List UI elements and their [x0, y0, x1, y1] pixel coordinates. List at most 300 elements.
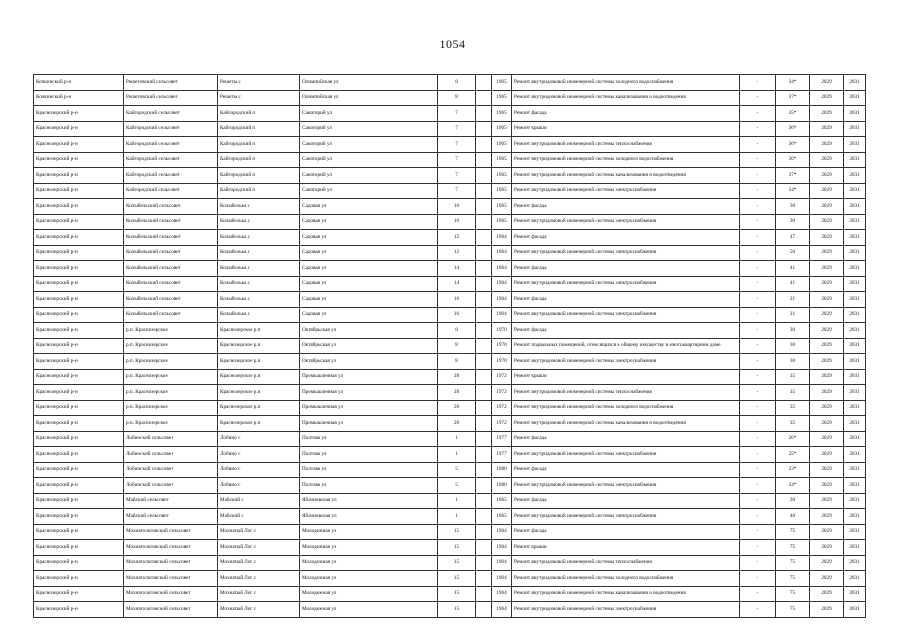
table-row [34, 416, 866, 432]
table-row [34, 307, 866, 323]
table-row [34, 431, 866, 447]
table-row [34, 447, 866, 463]
locality-cell: Решеты с [218, 75, 300, 91]
street-cell: Молодежная ул [300, 602, 438, 618]
build-year-cell: 1972 [492, 416, 512, 432]
start-year-cell: 2029 [810, 509, 844, 525]
build-year-cell: 1980 [492, 478, 512, 494]
locality-cell: Колыбелька с [218, 276, 300, 292]
work-type-cell: Ремонт внутридомовой инженерной системы электроснабжения [512, 276, 740, 292]
end-year-cell: 2031 [844, 338, 866, 354]
table-row [34, 540, 866, 556]
extra-value-cell: - [740, 183, 776, 199]
work-type-cell: Ремонт внутридомовой инженерной системы теплоснабжения [512, 555, 740, 571]
house-number-cell: 1 [438, 493, 476, 509]
district-cell: Краснозерский р-н [34, 509, 124, 525]
building-corpus-cell [476, 431, 492, 447]
street-cell: Садовая ул [300, 245, 438, 261]
table-row [34, 137, 866, 153]
building-corpus-cell [476, 447, 492, 463]
street-cell: Садовая ул [300, 214, 438, 230]
table-row [34, 571, 866, 587]
table-row [34, 323, 866, 339]
house-number-cell: 15 [438, 524, 476, 540]
building-corpus-cell [476, 586, 492, 602]
building-corpus-cell [476, 462, 492, 478]
wear-percent-cell: 30 [776, 199, 810, 215]
extra-value-cell: - [740, 586, 776, 602]
house-number-cell: 5 [438, 462, 476, 478]
end-year-cell: 2031 [844, 106, 866, 122]
settlement-cell: Кайгородский сельсовет [124, 137, 218, 153]
settlement-cell: Мохнатологовский сельсовет [124, 586, 218, 602]
locality-cell: Колыбелька с [218, 214, 300, 230]
end-year-cell: 2031 [844, 183, 866, 199]
table-row [34, 90, 866, 106]
start-year-cell: 2029 [810, 540, 844, 556]
build-year-cell: 1965 [492, 137, 512, 153]
wear-percent-cell: 30 [776, 323, 810, 339]
locality-cell: Колыбелька с [218, 245, 300, 261]
wear-percent-cell: 21 [776, 292, 810, 308]
extra-value-cell: - [740, 338, 776, 354]
wear-percent-cell: 75 [776, 602, 810, 618]
district-cell: Краснозерский р-н [34, 586, 124, 602]
table-row [34, 261, 866, 277]
end-year-cell: 2031 [844, 431, 866, 447]
start-year-cell: 2029 [810, 106, 844, 122]
settlement-cell: Майский сельсовет [124, 493, 218, 509]
build-year-cell: 1977 [492, 447, 512, 463]
extra-value-cell: - [740, 276, 776, 292]
settlement-cell: Мохнатологовский сельсовет [124, 602, 218, 618]
end-year-cell: 2031 [844, 121, 866, 137]
end-year-cell: 2031 [844, 214, 866, 230]
extra-value-cell: - [740, 540, 776, 556]
street-cell: Яблоновская ул [300, 509, 438, 525]
street-cell: Садовая ул [300, 292, 438, 308]
extra-value-cell: - [740, 431, 776, 447]
build-year-cell: 1964 [492, 571, 512, 587]
work-type-cell: Ремонт внутридомовой инженерной системы холодного водоснабжения [512, 400, 740, 416]
settlement-cell: р.п. Краснозерское [124, 385, 218, 401]
end-year-cell: 2031 [844, 571, 866, 587]
house-number-cell: 7 [438, 183, 476, 199]
table-row [34, 555, 866, 571]
start-year-cell: 2029 [810, 416, 844, 432]
table-row [34, 462, 866, 478]
settlement-cell: Кайгородский сельсовет [124, 121, 218, 137]
street-cell: Молодежная ул [300, 540, 438, 556]
extra-value-cell: - [740, 245, 776, 261]
district-cell: Краснозерский р-н [34, 276, 124, 292]
start-year-cell: 2029 [810, 431, 844, 447]
street-cell: Молодежная ул [300, 571, 438, 587]
work-type-cell: Ремонт крыши [512, 369, 740, 385]
build-year-cell: 1965 [492, 106, 512, 122]
house-number-cell: 16 [438, 292, 476, 308]
start-year-cell: 2029 [810, 292, 844, 308]
street-cell: Полтава ул [300, 462, 438, 478]
start-year-cell: 2029 [810, 152, 844, 168]
extra-value-cell: - [740, 214, 776, 230]
wear-percent-cell: 30 [776, 354, 810, 370]
locality-cell: Колыбелька с [218, 199, 300, 215]
start-year-cell: 2029 [810, 385, 844, 401]
district-cell: Краснозерский р-н [34, 369, 124, 385]
work-type-cell: Ремонт фасада [512, 106, 740, 122]
street-cell: Садовая ул [300, 230, 438, 246]
house-number-cell: 28 [438, 369, 476, 385]
building-corpus-cell [476, 354, 492, 370]
wear-percent-cell: 35 [776, 416, 810, 432]
work-type-cell: Ремонт внутридомовой инженерной системы канализования и водоотведения [512, 586, 740, 602]
district-cell: Краснозерский р-н [34, 245, 124, 261]
district-cell: Краснозерский р-н [34, 121, 124, 137]
work-type-cell: Ремонт внутридомовой инженерной системы теплоснабжения [512, 385, 740, 401]
start-year-cell: 2029 [810, 338, 844, 354]
build-year-cell: 1964 [492, 540, 512, 556]
house-number-cell: 7 [438, 168, 476, 184]
building-corpus-cell [476, 90, 492, 106]
wear-percent-cell: 34* [776, 183, 810, 199]
table-row [34, 369, 866, 385]
street-cell: Промышленная ул [300, 416, 438, 432]
house-number-cell: 8 [438, 90, 476, 106]
settlement-cell: Мохнатологовский сельсовет [124, 571, 218, 587]
locality-cell: Кайгородский п [218, 183, 300, 199]
building-corpus-cell [476, 524, 492, 540]
locality-cell: Кайгородский п [218, 152, 300, 168]
locality-cell: Мохнатый Лог с [218, 555, 300, 571]
build-year-cell: 1964 [492, 555, 512, 571]
locality-cell: Мохнатый Лог с [218, 540, 300, 556]
settlement-cell: р.п. Краснозерское [124, 369, 218, 385]
building-corpus-cell [476, 416, 492, 432]
district-cell: Краснозерский р-н [34, 338, 124, 354]
locality-cell: Мохнатый Лог с [218, 524, 300, 540]
work-type-cell: Ремонт внутридомовой инженерной системы электроснабжения [512, 307, 740, 323]
locality-cell: Лобино с [218, 478, 300, 494]
settlement-cell: р.п. Краснозерское [124, 354, 218, 370]
building-corpus-cell [476, 478, 492, 494]
extra-value-cell: - [740, 478, 776, 494]
settlement-cell: р.п. Краснозерское [124, 323, 218, 339]
building-corpus-cell [476, 555, 492, 571]
table-body [34, 75, 866, 618]
house-number-cell: 28 [438, 416, 476, 432]
work-type-cell: Ремонт крыши [512, 121, 740, 137]
extra-value-cell: - [740, 121, 776, 137]
wear-percent-cell: 75 [776, 555, 810, 571]
extra-value-cell: - [740, 137, 776, 153]
house-number-cell: 14 [438, 261, 476, 277]
settlement-cell: Лобинский сельсовет [124, 462, 218, 478]
locality-cell: Кайгородский п [218, 121, 300, 137]
end-year-cell: 2031 [844, 478, 866, 494]
district-cell: Краснозерский р-н [34, 292, 124, 308]
building-corpus-cell [476, 199, 492, 215]
work-type-cell: Ремонт крыши [512, 540, 740, 556]
work-type-cell: Ремонт фасада [512, 199, 740, 215]
settlement-cell: р.п. Краснозерское [124, 416, 218, 432]
settlement-cell: Лобинский сельсовет [124, 478, 218, 494]
house-number-cell: 5 [438, 478, 476, 494]
extra-value-cell: - [740, 509, 776, 525]
table-row [34, 493, 866, 509]
table-row [34, 509, 866, 525]
table-row [34, 478, 866, 494]
building-corpus-cell [476, 400, 492, 416]
house-number-cell: 15 [438, 586, 476, 602]
building-corpus-cell [476, 168, 492, 184]
end-year-cell: 2031 [844, 400, 866, 416]
end-year-cell: 2031 [844, 416, 866, 432]
wear-percent-cell: 26* [776, 431, 810, 447]
district-cell: Краснозерский р-н [34, 354, 124, 370]
district-cell: Краснозерский р-н [34, 168, 124, 184]
wear-percent-cell: 41 [776, 276, 810, 292]
extra-value-cell: - [740, 90, 776, 106]
district-cell: Краснозерский р-н [34, 555, 124, 571]
settlement-cell: р.п. Краснозерское [124, 338, 218, 354]
settlement-cell: Колыбельский сельсовет [124, 261, 218, 277]
work-type-cell: Ремонт фасада [512, 493, 740, 509]
district-cell: Краснозерский р-н [34, 493, 124, 509]
locality-cell: Краснозерское р.п [218, 416, 300, 432]
work-type-cell: Ремонт фасада [512, 462, 740, 478]
street-cell: Садовая ул [300, 276, 438, 292]
work-type-cell: Ремонт подвальных помещений, относящихся к общему имуществу в многоквартирном доме [512, 338, 740, 354]
locality-cell: Решеты с [218, 90, 300, 106]
district-cell: Краснозерский р-н [34, 478, 124, 494]
wear-percent-cell: 50 [776, 245, 810, 261]
district-cell: Краснозерский р-н [34, 400, 124, 416]
end-year-cell: 2031 [844, 137, 866, 153]
street-cell: Полтава ул [300, 478, 438, 494]
end-year-cell: 2031 [844, 199, 866, 215]
table-row [34, 152, 866, 168]
start-year-cell: 2029 [810, 354, 844, 370]
end-year-cell: 2031 [844, 385, 866, 401]
build-year-cell: 1965 [492, 199, 512, 215]
build-year-cell: 1965 [492, 493, 512, 509]
district-cell: Краснозерский р-н [34, 152, 124, 168]
extra-value-cell: - [740, 199, 776, 215]
wear-percent-cell: 23* [776, 462, 810, 478]
extra-value-cell: - [740, 602, 776, 618]
settlement-cell: Колыбельский сельсовет [124, 245, 218, 261]
locality-cell: Мохнатый Лог с [218, 571, 300, 587]
table-row [34, 338, 866, 354]
work-type-cell: Ремонт внутридомовой инженерной системы теплоснабжения [512, 137, 740, 153]
start-year-cell: 2029 [810, 493, 844, 509]
building-corpus-cell [476, 385, 492, 401]
street-cell: Санаторий ул [300, 168, 438, 184]
district-cell: Краснозерский р-н [34, 307, 124, 323]
start-year-cell: 2029 [810, 323, 844, 339]
extra-value-cell: - [740, 447, 776, 463]
table-row [34, 245, 866, 261]
building-corpus-cell [476, 276, 492, 292]
extra-value-cell: - [740, 354, 776, 370]
wear-percent-cell: 25* [776, 447, 810, 463]
start-year-cell: 2029 [810, 586, 844, 602]
district-cell: Краснозерский р-н [34, 183, 124, 199]
start-year-cell: 2029 [810, 462, 844, 478]
district-cell: Краснозерский р-н [34, 323, 124, 339]
building-corpus-cell [476, 292, 492, 308]
wear-percent-cell: 37* [776, 90, 810, 106]
locality-cell: Кайгородский п [218, 168, 300, 184]
end-year-cell: 2031 [844, 261, 866, 277]
extra-value-cell: - [740, 493, 776, 509]
work-type-cell: Ремонт внутридомовой инженерной системы электроснабжения [512, 447, 740, 463]
start-year-cell: 2029 [810, 245, 844, 261]
building-corpus-cell [476, 230, 492, 246]
wear-percent-cell: 34* [776, 75, 810, 91]
start-year-cell: 2029 [810, 447, 844, 463]
district-cell: Краснозерский р-н [34, 199, 124, 215]
settlement-cell: Решетовский сельсовет [124, 75, 218, 91]
work-type-cell: Ремонт внутридомовой инженерной системы электроснабжения [512, 509, 740, 525]
building-corpus-cell [476, 493, 492, 509]
repair-schedule-table [33, 74, 866, 618]
settlement-cell: Колыбельский сельсовет [124, 199, 218, 215]
end-year-cell: 2031 [844, 447, 866, 463]
house-number-cell: 7 [438, 106, 476, 122]
start-year-cell: 2029 [810, 261, 844, 277]
end-year-cell: 2031 [844, 276, 866, 292]
street-cell: Санаторий ул [300, 152, 438, 168]
district-cell: Краснозерский р-н [34, 416, 124, 432]
street-cell: Полтава ул [300, 431, 438, 447]
street-cell: Санаторий ул [300, 121, 438, 137]
building-corpus-cell [476, 245, 492, 261]
house-number-cell: 15 [438, 540, 476, 556]
house-number-cell: 28 [438, 400, 476, 416]
table-row [34, 354, 866, 370]
end-year-cell: 2031 [844, 245, 866, 261]
table-row [34, 602, 866, 618]
wear-percent-cell: 36* [776, 152, 810, 168]
end-year-cell: 2031 [844, 462, 866, 478]
street-cell: Санаторий ул [300, 106, 438, 122]
house-number-cell: 16 [438, 307, 476, 323]
extra-value-cell: - [740, 385, 776, 401]
district-cell: Краснозерский р-н [34, 571, 124, 587]
settlement-cell: Кайгородский сельсовет [124, 106, 218, 122]
district-cell: Краснозерский р-н [34, 230, 124, 246]
district-cell: Краснозерский р-н [34, 602, 124, 618]
extra-value-cell: - [740, 524, 776, 540]
locality-cell: Майский с [218, 509, 300, 525]
wear-percent-cell: 35 [776, 400, 810, 416]
street-cell: Яблоновская ул [300, 493, 438, 509]
table-row [34, 524, 866, 540]
settlement-cell: Майский сельсовет [124, 509, 218, 525]
work-type-cell: Ремонт внутридомовой инженерной системы электроснабжения [512, 214, 740, 230]
house-number-cell: 1 [438, 509, 476, 525]
building-corpus-cell [476, 121, 492, 137]
build-year-cell: 1964 [492, 292, 512, 308]
street-cell: Садовая ул [300, 261, 438, 277]
start-year-cell: 2029 [810, 230, 844, 246]
build-year-cell: 1964 [492, 245, 512, 261]
locality-cell: Колыбелька с [218, 292, 300, 308]
street-cell: Октябрьская ул [300, 338, 438, 354]
street-cell: Промышленная ул [300, 400, 438, 416]
locality-cell: Мохнатый Лог с [218, 586, 300, 602]
work-type-cell: Ремонт внутридомовой инженерной системы холодного водоснабжения [512, 152, 740, 168]
wear-percent-cell: 35 [776, 385, 810, 401]
locality-cell: Краснозерское р.п [218, 385, 300, 401]
build-year-cell: 1964 [492, 307, 512, 323]
start-year-cell: 2029 [810, 555, 844, 571]
wear-percent-cell: 30 [776, 338, 810, 354]
locality-cell: Лобино с [218, 431, 300, 447]
build-year-cell: 1964 [492, 586, 512, 602]
end-year-cell: 2031 [844, 540, 866, 556]
build-year-cell: 1965 [492, 214, 512, 230]
building-corpus-cell [476, 323, 492, 339]
work-type-cell: Ремонт фасада [512, 261, 740, 277]
house-number-cell: 8 [438, 338, 476, 354]
start-year-cell: 2029 [810, 199, 844, 215]
work-type-cell: Ремонт внутридомовой инженерной системы холодного водоснабжения [512, 571, 740, 587]
end-year-cell: 2031 [844, 152, 866, 168]
extra-value-cell: - [740, 152, 776, 168]
wear-percent-cell: 75 [776, 540, 810, 556]
street-cell: Октябрьская ул [300, 323, 438, 339]
locality-cell: Колыбелька с [218, 230, 300, 246]
building-corpus-cell [476, 152, 492, 168]
house-number-cell: 12 [438, 230, 476, 246]
wear-percent-cell: 30 [776, 214, 810, 230]
end-year-cell: 2031 [844, 75, 866, 91]
build-year-cell: 1964 [492, 602, 512, 618]
build-year-cell: 1970 [492, 323, 512, 339]
extra-value-cell: - [740, 106, 776, 122]
street-cell: Полтава ул [300, 447, 438, 463]
build-year-cell: 1965 [492, 152, 512, 168]
extra-value-cell: - [740, 369, 776, 385]
end-year-cell: 2031 [844, 586, 866, 602]
end-year-cell: 2031 [844, 555, 866, 571]
table-row [34, 400, 866, 416]
wear-percent-cell: 36* [776, 137, 810, 153]
locality-cell: Лобино с [218, 462, 300, 478]
district-cell: Краснозерский р-н [34, 214, 124, 230]
house-number-cell: 1 [438, 447, 476, 463]
wear-percent-cell: 41 [776, 261, 810, 277]
work-type-cell: Ремонт внутридомовой инженерной системы канализования и водоотведения [512, 416, 740, 432]
locality-cell: Колыбелька с [218, 261, 300, 277]
wear-percent-cell: 75 [776, 524, 810, 540]
build-year-cell: 1964 [492, 230, 512, 246]
settlement-cell: Колыбельский сельсовет [124, 292, 218, 308]
extra-value-cell: - [740, 292, 776, 308]
work-type-cell: Ремонт внутридомовой инженерной системы канализования и водоотведения [512, 168, 740, 184]
locality-cell: Кайгородский п [218, 106, 300, 122]
build-year-cell: 1972 [492, 400, 512, 416]
settlement-cell: Колыбельский сельсовет [124, 214, 218, 230]
start-year-cell: 2029 [810, 478, 844, 494]
settlement-cell: Кайгородский сельсовет [124, 168, 218, 184]
house-number-cell: 7 [438, 152, 476, 168]
start-year-cell: 2029 [810, 369, 844, 385]
district-cell: Краснозерский р-н [34, 447, 124, 463]
